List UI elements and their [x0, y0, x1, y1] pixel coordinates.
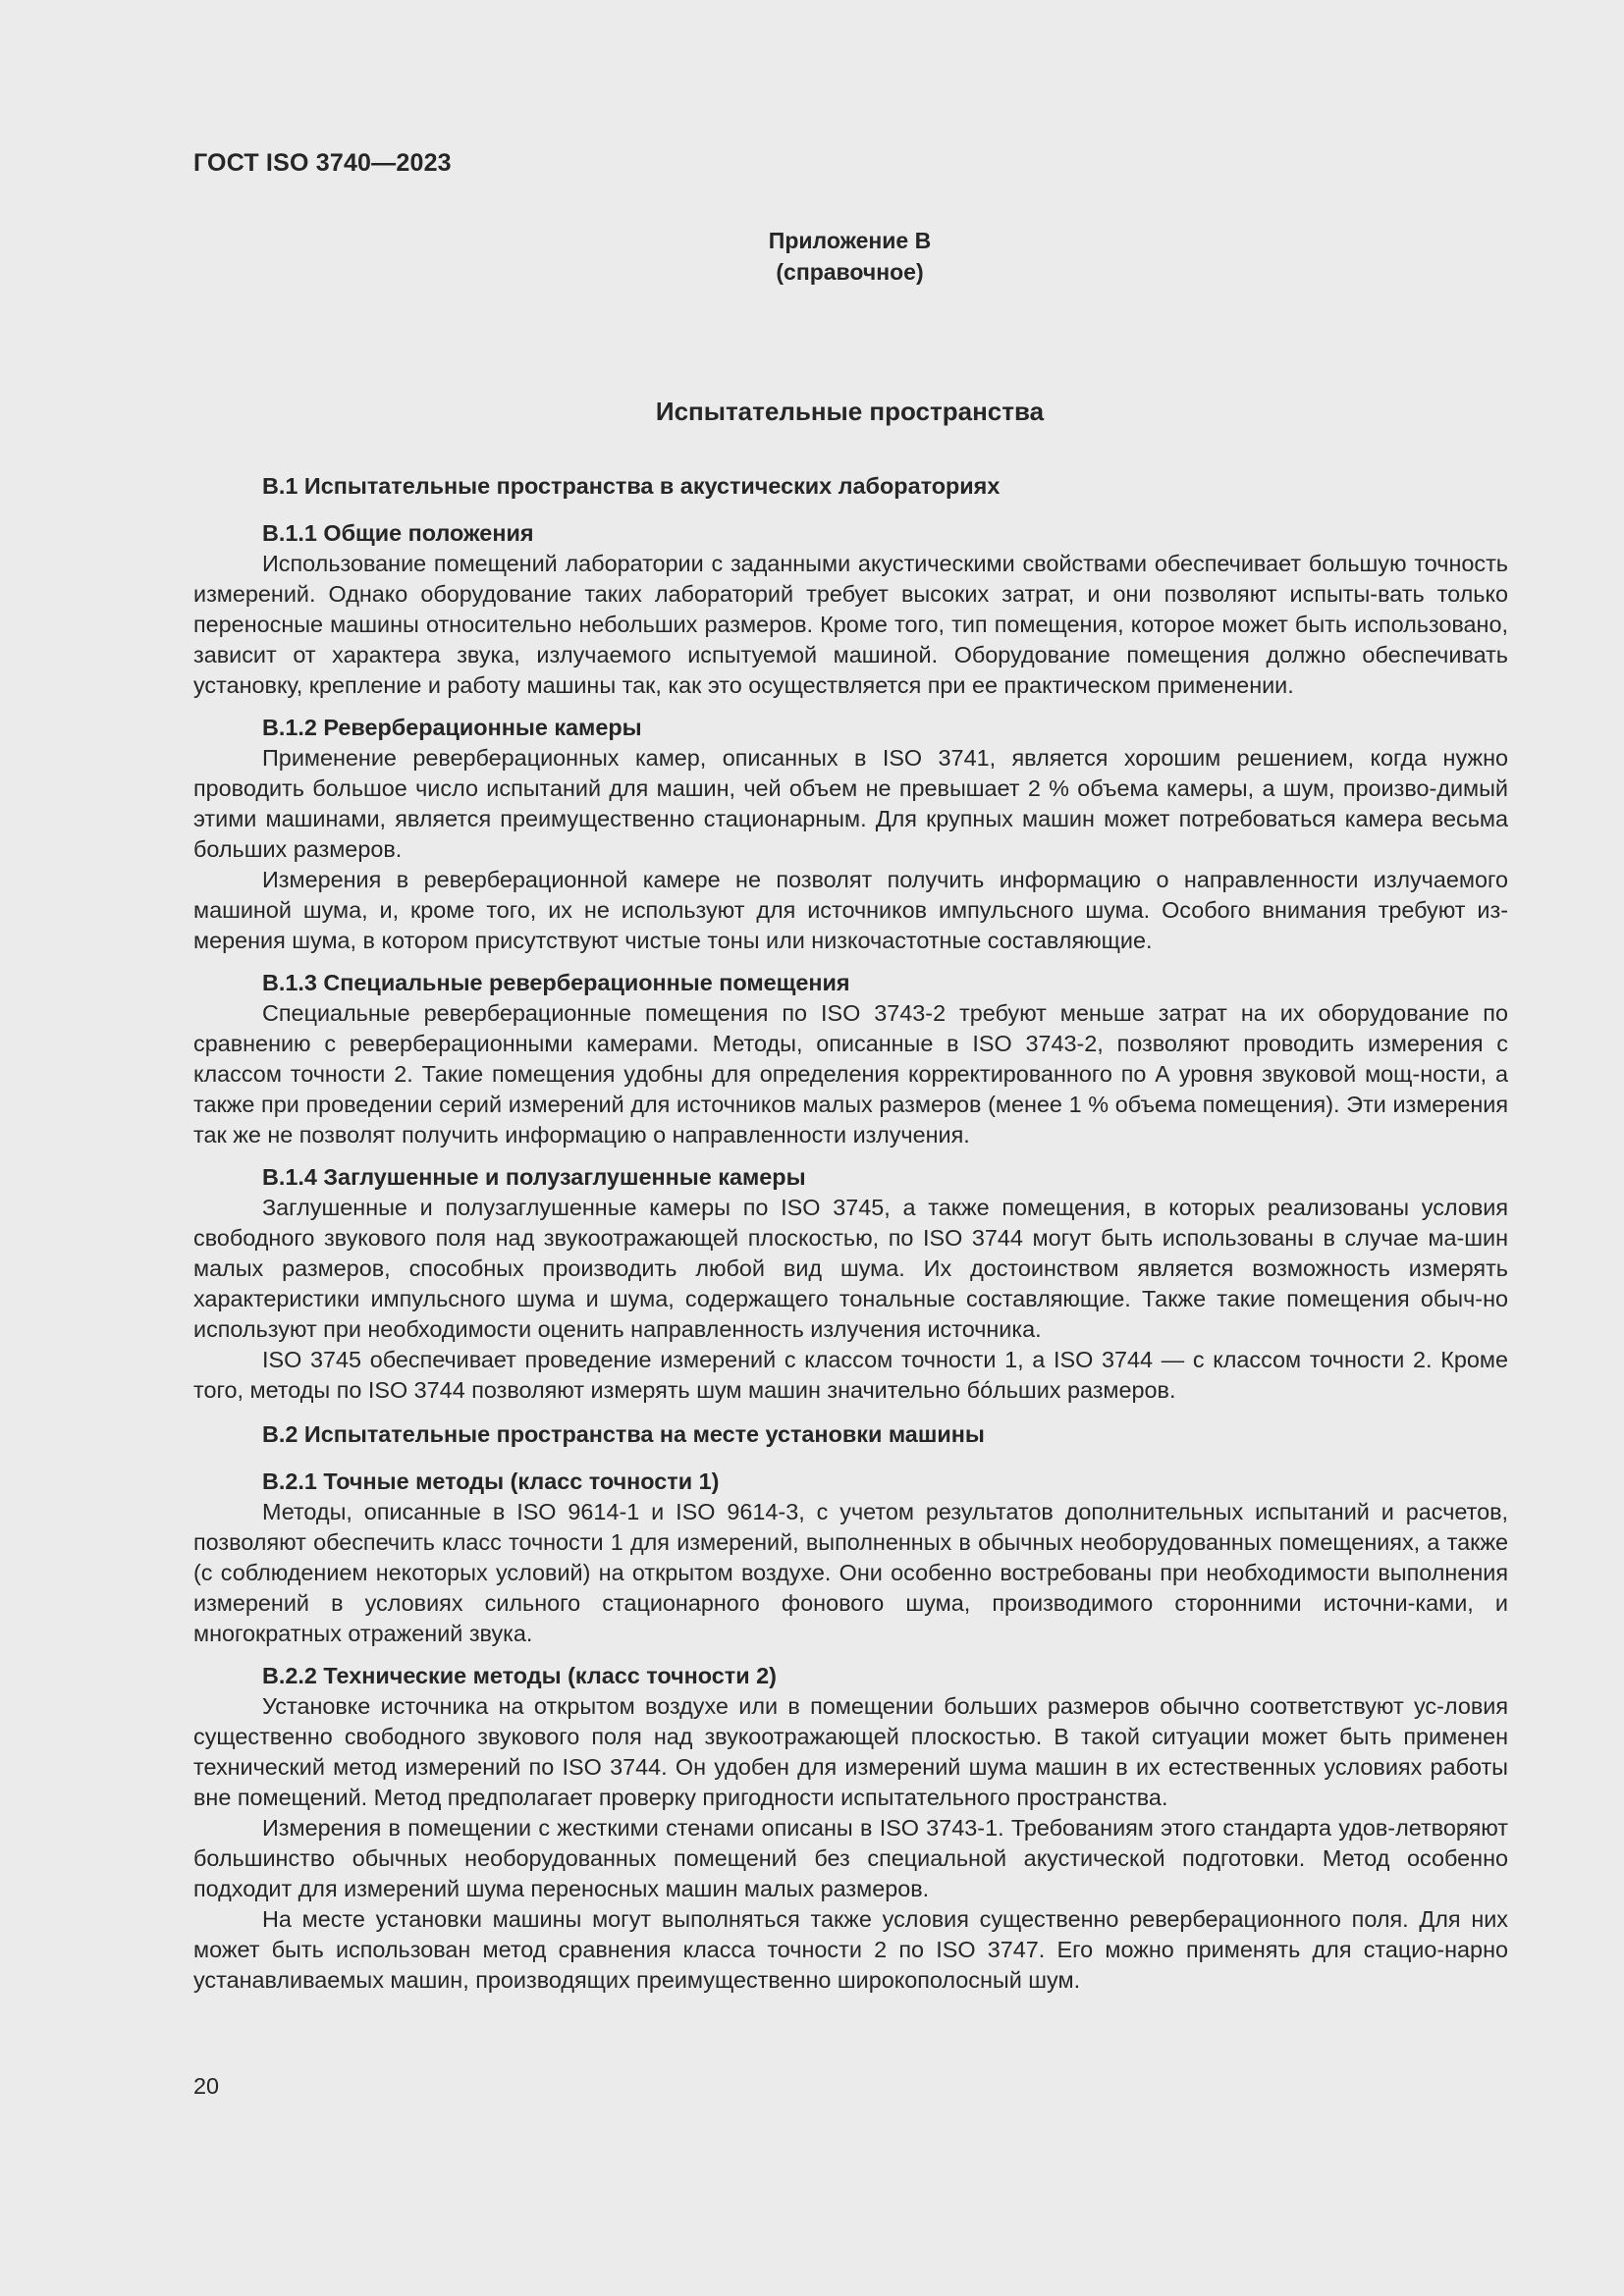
- document-code-header: ГОСТ ISO 3740—2023: [193, 149, 452, 177]
- section-heading-b2: В.2 Испытательные пространства на месте установки машины: [262, 1421, 985, 1447]
- main-title: Испытательные пространства: [655, 397, 1045, 426]
- paragraph: Измерения в помещении с жесткими стенами описаны в ISO 3743-1. Требованиям этого стандарта удов-летворяют большинство обычных необорудованных помещений без специальной акустической подготовки. Метод особенно подходит для измерений шума переносных машин малых размеров.: [193, 1815, 1508, 1901]
- section-heading-b1-3: В.1.3 Специальные реверберационные помещения: [262, 970, 850, 995]
- paragraph: На месте установки машины могут выполняться также условия существенно реверберационного поля. Для них может быть использован метод сравнения класса точности 2 по ISO 3747. Его можно применять для стацио-нарно устанавливаемых машин, производящих преимущественно широкополосный шум.: [193, 1906, 1508, 1993]
- appendix-note: (справочное): [776, 259, 924, 285]
- paragraph: Специальные реверберационные помещения по ISO 3743-2 требуют меньше затрат на их оборудование по сравнению с реверберационными камерами. Методы, описанные в ISO 3743-2, позволяют проводить измерения с классом точности 2. Такие помещения удобны для определения корректированного по А уровня звуковой мощ-ности, а также при проведении серий измерений для источников малых размеров (менее 1 % объема помещения). Эти измерения так же не позволят получить информацию о направленности излучения.: [193, 1000, 1508, 1148]
- paragraph: Установке источника на открытом воздухе или в помещении больших размеров обычно соответствуют ус-ловия существенно свободного звукового поля над звукоотражающей плоскостью. В такой ситуации может быть применен технический метод измерений по ISO 3744. Он удобен для измерений шума машин в их естественных условиях работы вне помещений. Метод предполагает проверку пригодности испытательного пространства.: [193, 1693, 1508, 1810]
- section-heading-b1-1: В.1.1 Общие положения: [262, 520, 534, 546]
- section-heading-b1: В.1 Испытательные пространства в акустических лабораториях: [262, 473, 1001, 499]
- paragraph: Использование помещений лаборатории с заданными акустическими свойствами обеспечивает большую точность измерений. Однако оборудование таких лабораторий требует высоких затрат, и они позволяют испыты-вать только переносные машины относительно небольших размеров. Кроме того, тип помещения, которое может быть использовано, зависит от характера звука, излучаемого испытуемой машиной. Оборудование помещения должно обеспечивать установку, крепление и работу машины так, как это осуществляется при ее практическом применении.: [193, 551, 1508, 698]
- section-heading-b1-2: В.1.2 Реверберационные камеры: [262, 715, 642, 740]
- section-heading-b1-4: В.1.4 Заглушенные и полузаглушенные камеры: [262, 1164, 806, 1190]
- appendix-title: Приложение В: [768, 228, 932, 253]
- paragraph: Методы, описанные в ISO 9614-1 и ISO 9614-3, с учетом результатов дополнительных испытаний и расчетов, позволяют обеспечить класс точности 1 для измерений, выполненных в обычных необорудованных помещениях, а также (с соблюдением некоторых условий) на открытом воздухе. Они особенно востребованы при необходимости выполнения измерений в условиях сильного стационарного фонового шума, производимого сторонними источни-ками, и многократных отражений звука.: [193, 1499, 1508, 1646]
- paragraph: ISO 3745 обеспечивает проведение измерений с классом точности 1, а ISO 3744 — с классом точности 2. Кроме того, методы по ISO 3744 позволяют измерять шум машин значительно бóльших размеров.: [193, 1347, 1508, 1403]
- paragraph: Применение реверберационных камер, описанных в ISO 3741, является хорошим решением, когда нужно проводить большое число испытаний для машин, чей объем не превышает 2 % объема камеры, а шум, произво-димый этими машинами, является преимущественно стационарным. Для крупных машин может потребоваться камера весьма больших размеров.: [193, 745, 1508, 862]
- section-heading-b2-2: В.2.2 Технические методы (класс точности 2): [262, 1663, 777, 1688]
- paragraph: Заглушенные и полузаглушенные камеры по ISO 3745, а также помещения, в которых реализованы условия свободного звукового поля над звукоотражающей плоскостью, по ISO 3744 могут быть использованы в случае ма-шин малых размеров, способных производить любой вид шума. Их достоинством является возможность измерять характеристики импульсного шума и шума, содержащего тональные составляющие. Также такие помещения обыч-но используют при необходимости оценить направленность излучения источника.: [193, 1195, 1508, 1342]
- section-heading-b2-1: В.2.1 Точные методы (класс точности 1): [262, 1468, 720, 1494]
- page-number: 20: [193, 2073, 220, 2099]
- document-body: [193, 471, 1508, 1996]
- paragraph: Измерения в реверберационной камере не позволят получить информацию о направленности излучаемого машиной шума, и, кроме того, их не используют для источников импульсного шума. Особого внимания требуют из-мерения шума, в котором присутствуют чистые тоны или низкочастотные составляющие.: [193, 867, 1508, 953]
